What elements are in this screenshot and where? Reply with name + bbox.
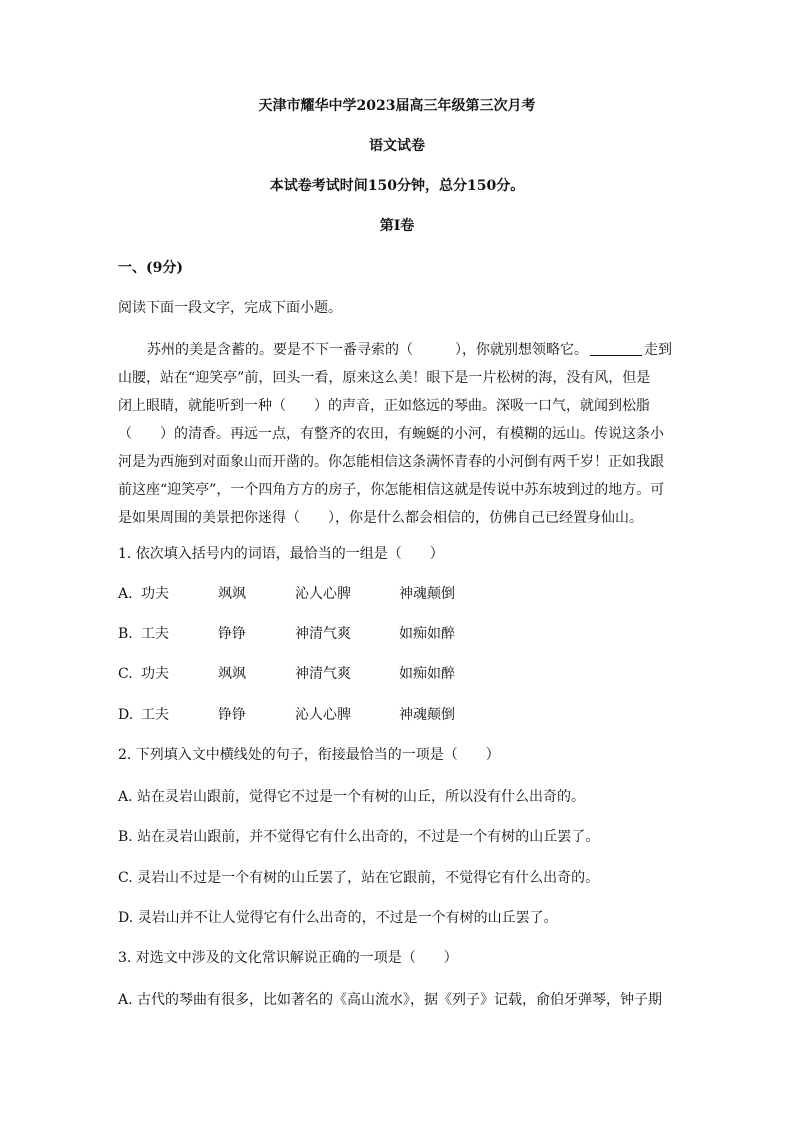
- question-2-option-c: [118, 868, 599, 888]
- question-2-option-a: [118, 787, 585, 807]
- option-label: D.: [118, 707, 134, 723]
- exam-info: 本试卷考试时间150分钟，总分150分。: [269, 178, 525, 194]
- section-instruction: 阅读下面一段文字，完成下面小题。: [118, 300, 342, 316]
- option-word-4: 神魂颠倒: [399, 586, 455, 602]
- volume-title: 第I卷: [379, 218, 415, 234]
- question-1-stem: 1. 依次填入括号内的词语，最恰当的一组是（ ）: [118, 546, 444, 562]
- option-word-2: 铮铮: [218, 626, 246, 642]
- fill-blank-line: [590, 341, 642, 356]
- passage-line-5: 河是为西施到对面象山而开凿的。你怎能相信这条满怀青春的小河倒有两千岁！正如我跟: [118, 454, 664, 470]
- question-2-option-b: [118, 827, 599, 847]
- section-label: 一、(9分): [118, 260, 183, 276]
- option-word-3: 神清气爽: [295, 666, 351, 682]
- option-label: A.: [118, 992, 133, 1008]
- option-text: 站在灵岩山跟前，觉得它不过是一个有树的山丘，所以没有什么出奇的。: [137, 789, 586, 805]
- question-3-stem: 3. 对选文中涉及的文化常识解说正确的一项是（ ）: [118, 950, 458, 966]
- option-text: 古代的琴曲有很多，比如著名的《高山流水》，据《列子》记载，俞伯牙弹琴，钟子期: [137, 992, 663, 1008]
- passage-line-3: 闭上眼睛，就能听到一种（ ）的声音，正如悠远的琴曲。深吸一口气，就闻到松脂: [118, 398, 650, 414]
- question-3-option-a: [118, 990, 662, 1010]
- option-word-2: 飒飒: [218, 586, 246, 602]
- option-label: A.: [118, 789, 133, 805]
- option-word-2: 铮铮: [218, 707, 246, 723]
- passage-line-1-text: 苏州的美是含蓄的。要是不下一番寻索的（ ），你就别想领略它。: [147, 342, 588, 358]
- question-2-option-d: [118, 908, 558, 928]
- option-word-3: 神清气爽: [295, 626, 351, 642]
- passage-line-2: 山腰，站在“迎笑亭”前，回头一看，原来这么美！眼下是一片松树的海，没有风，但是: [118, 370, 651, 386]
- passage-line-7: 是如果周围的美景把你迷得（ ），你是什么都会相信的，仿佛自己已经置身仙山。: [118, 510, 643, 526]
- option-label: C.: [118, 870, 133, 886]
- option-label: A.: [118, 586, 133, 602]
- option-word-3: 沁人心脾: [295, 586, 351, 602]
- option-label: D.: [118, 910, 134, 926]
- option-label: B.: [118, 626, 133, 642]
- option-word-1: 工夫: [141, 626, 169, 642]
- question-2-stem: 2. 下列填入文中横线处的句子，衔接最恰当的一项是（ ）: [118, 747, 500, 763]
- passage-line-1-tail: 走到: [644, 342, 672, 358]
- option-label: C.: [118, 666, 133, 682]
- school-title: 天津市耀华中学2023届高三年级第三次月考: [258, 98, 536, 114]
- option-text: 灵岩山并不让人觉得它有什么出奇的，不过是一个有树的山丘罢了。: [137, 910, 558, 926]
- option-text: 站在灵岩山跟前，并不觉得它有什么出奇的，不过是一个有树的山丘罢了。: [137, 829, 600, 845]
- option-word-1: 功夫: [141, 666, 169, 682]
- passage-line-1: [147, 340, 672, 360]
- option-word-4: 神魂颠倒: [399, 707, 455, 723]
- option-label: B.: [118, 829, 133, 845]
- passage-line-4: （ ）的清香。再远一点，有整齐的农田，有蜿蜒的小河，有模糊的远山。传说这条小: [118, 426, 664, 442]
- option-text: 灵岩山不过是一个有树的山丘罢了，站在它跟前，不觉得它有什么出奇的。: [137, 870, 600, 886]
- option-word-4: 如痴如醉: [399, 666, 455, 682]
- passage-line-6: 前这座“迎笑亭”，一个四角方方的房子，你怎能相信这就是传说中苏东坡到过的地方。可: [118, 482, 665, 498]
- option-word-2: 飒飒: [218, 666, 246, 682]
- subject-title: 语文试卷: [369, 138, 425, 154]
- option-word-1: 功夫: [141, 586, 169, 602]
- option-word-3: 沁人心脾: [295, 707, 351, 723]
- option-word-1: 工夫: [141, 707, 169, 723]
- option-word-4: 如痴如醉: [399, 626, 455, 642]
